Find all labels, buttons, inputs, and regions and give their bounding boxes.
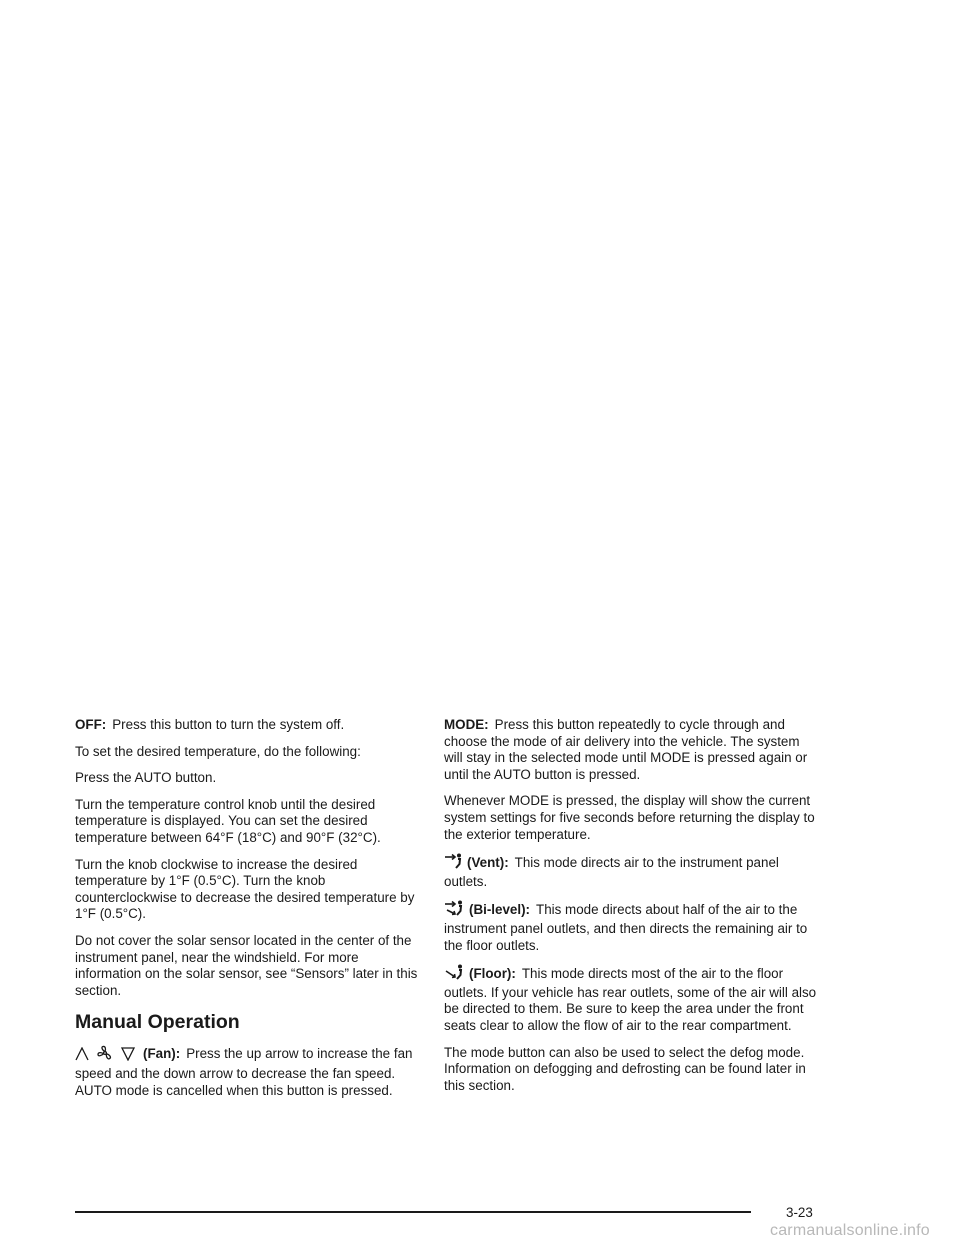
left-column: [75, 717, 427, 1109]
turn-knob-paragraph: Turn the temperature control knob until the desired temperature is displayed. You can set the desired temperature between 64°F (18°C) and 90°F (32°C).: [75, 796, 381, 845]
vent-paragraph: [444, 853, 820, 890]
floor-mode-icon: [444, 964, 466, 985]
vent-lead: (Vent):: [467, 855, 509, 871]
defog-paragraph: The mode button can also be used to select the defog mode. Information on defogging and defrosting can be found later in this section.: [444, 1044, 806, 1093]
fan-icon: [97, 1045, 113, 1066]
right-column: [444, 717, 820, 1104]
vent-mode-icon: [444, 853, 464, 874]
fan-text: Press the up arrow to increase the fan speed and the down arrow to decrease the fan speed. AUTO mode is cancelled when this button is pressed.: [75, 1046, 413, 1098]
set-temperature-paragraph: To set the desired temperature, do the following:: [75, 743, 361, 759]
off-lead: OFF:: [75, 717, 107, 732]
fan-up-arrow-icon: [75, 1047, 89, 1066]
mode-text: Press this button repeatedly to cycle through and choose the mode of air delivery into the vehicle. The system will stay in the selected mode until MODE is pressed again or until the AUTO button is pressed.: [444, 717, 808, 782]
floor-lead: (Floor):: [469, 966, 516, 982]
fan-lead: (Fan):: [143, 1046, 181, 1062]
bilevel-mode-icon: [444, 900, 466, 921]
watermark: carmanualsonline.info: [770, 1222, 930, 1239]
solar-sensor-paragraph: Do not cover the solar sensor located in the center of the instrument panel, near the windshield. For more information on the solar sensor, see “Sensors” later in this section.: [75, 932, 418, 998]
bilevel-text: This mode directs about half of the air to the instrument panel outlets, and then directs the remaining air to the floor outlets.: [444, 902, 808, 953]
bilevel-lead: (Bi-level):: [469, 902, 531, 918]
floor-paragraph: [444, 964, 820, 1034]
whenever-paragraph: Whenever MODE is pressed, the display will show the current system settings for five seconds before returning the display to the exterior temperature.: [444, 793, 815, 842]
vent-text: This mode directs air to the instrument panel outlets.: [444, 855, 779, 889]
off-paragraph: [75, 717, 427, 734]
floor-text: This mode directs most of the air to the floor outlets. If your vehicle has rear outlets, some of the air will also be directed to them. Be sure to keep the area under the front seats clear to allow the flow of air to the rear compartment.: [444, 966, 817, 1033]
auto-paragraph: Press the AUTO button.: [75, 770, 217, 786]
off-text: Press this button to turn the system off.: [112, 717, 345, 732]
fan-down-arrow-icon: [121, 1047, 135, 1066]
footer-rule: [75, 1211, 751, 1213]
mode-paragraph: [444, 717, 820, 783]
page-number: 3-23: [786, 1205, 813, 1220]
bilevel-paragraph: [444, 900, 820, 954]
clockwise-paragraph: Turn the knob clockwise to increase the desired temperature by 1°F (0.5°C). Turn the knob counterclockwise to decrease the desired temperature by 1°F (0.5°C).: [75, 856, 415, 922]
mode-lead: MODE:: [444, 717, 489, 732]
manual-operation-heading: Manual Operation: [75, 1011, 240, 1034]
fan-paragraph: [75, 1045, 427, 1099]
